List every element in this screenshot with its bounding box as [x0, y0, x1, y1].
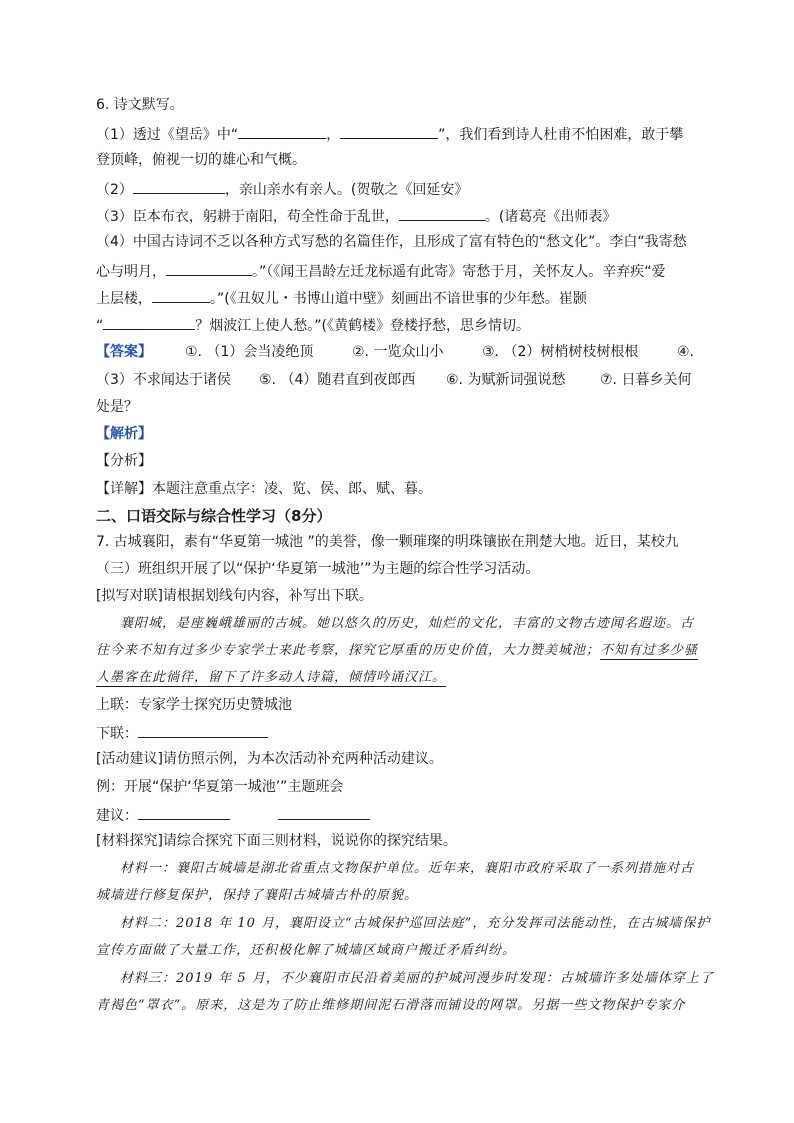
passage-line-1: 襄阳城，是座巍峨雄丽的古城。她以悠久的历史，灿烂的文化，丰富的文物古迹闻名遐迩。古 — [120, 616, 695, 631]
q6-text: ，亲山亲水有亲人。(贺敬之《回延安》 — [224, 182, 469, 198]
answer-item: ④. — [677, 344, 695, 360]
q7-instruction: [拟写对联]请根据划线句内容，补写出下联。 — [96, 588, 373, 604]
xiangjie-text: 【详解】本题注意重点字：凌、览、侯、郎、赋、暮。 — [96, 481, 432, 497]
q6-line-3 — [96, 179, 700, 199]
q6-line-7 — [96, 288, 700, 308]
q6-text: 。”（《闻王昌龄左迁龙标遥有此寄》寄愁于月，关怀友人。辛弃疾“爱 — [252, 264, 666, 280]
answer-blank[interactable] — [166, 261, 252, 276]
q6-text: ”，我们看到诗人杜甫不怕困难，敢于攀 — [438, 127, 684, 143]
answer-item: ⑦. 日暮乡关何 — [600, 372, 692, 388]
q6-line-4 — [96, 206, 700, 226]
q6-line-1 — [96, 124, 700, 144]
answer-item: ②. 一览众山小 — [352, 344, 444, 360]
xialian-line — [96, 723, 700, 743]
answer-blank[interactable] — [238, 124, 326, 139]
material-3-line-1: 材料三：2019 年 5 月，不少襄阳市民沿着美丽的护城河漫步时发现：古城墙许多处墙体穿上了 — [120, 971, 714, 986]
answer-item: ③. （2）树梢树枝树根根 — [482, 344, 639, 360]
answer-blank[interactable] — [103, 315, 195, 330]
suggestion-line — [96, 805, 700, 825]
material-1-line-2: 城墙进行修复保护，保持了襄阳古城墙古朴的原貌。 — [96, 888, 419, 903]
fenxi-label: 【分析】 — [96, 453, 152, 469]
q6-text: （3）臣本布衣，躬耕于南阳，苟全性命于乱世， — [96, 209, 399, 225]
suggestion-blank-1[interactable] — [138, 805, 230, 820]
q6-text: 心与明月， — [96, 264, 166, 280]
analysis-label: 【解析】 — [96, 426, 152, 442]
answer-item: ⑥. 为赋新词强说愁 — [446, 372, 566, 388]
material-2-line-1: 材料二：2018 年 10 月，襄阳设立“古城保护巡回法庭”，充分发挥司法能动性，在古城墙保护 — [120, 916, 711, 931]
q6-line-2: 登顶峰，俯视一切的雄心和气概。 — [96, 152, 306, 168]
passage-line-2 — [96, 642, 700, 660]
underlined-sentence: 不知有过多少骚 — [600, 643, 699, 658]
q7-line-1: 7. 古城襄阳，素有“华夏第一城池 ”的美誉，像一颗璀璨的明珠镶嵌在荆楚大地。近日，某校九 — [96, 534, 679, 550]
passage-line-3 — [96, 669, 700, 687]
q6-line-5: （4）中国古诗词不乏以各种方式写愁的名篇佳作，且形成了富有特色的“愁文化”。李白“我寄愁 — [96, 234, 687, 250]
answer-line-3: 处是？ — [96, 399, 138, 415]
underlined-sentence: 人墨客在此徜徉，留下了许多动人诗篇，倾情吟诵汉江。 — [96, 670, 447, 685]
section-heading: 二、口语交际与综合性学习（8分） — [96, 507, 332, 525]
q6-text: 。”(《丑奴儿・书博山道中壁》刻画出不谙世事的少年愁。崔颢 — [210, 291, 587, 307]
material-3-line-2: 青褐色“罩衣”。原来，这是为了防止维修期间泥石滑落而铺设的网罩。另据一些文物保护专家介 — [96, 998, 686, 1013]
answer-item: （3）不求闻达于诸侯 — [96, 372, 231, 388]
q6-line-8 — [96, 315, 700, 335]
answer-blank[interactable] — [340, 124, 438, 139]
q6-text: （2） — [96, 182, 133, 198]
q6-line-6 — [96, 261, 700, 281]
answer-item: ①. （1）会当凌绝顶 — [185, 344, 314, 360]
xialian-label: 下联： — [96, 726, 138, 742]
material-2-line-2: 宣传方面做了大量工作，还积极化解了城墙区域商户搬迁矛盾纠纷。 — [96, 943, 517, 958]
q6-text: 。(诸葛亮《出师表》 — [484, 209, 617, 225]
activity-instruction: [活动建议]请仿照示例，为本次活动补充两种活动建议。 — [96, 751, 443, 767]
suggestion-label: 建议： — [96, 808, 138, 824]
answer-label: 【答案】 — [96, 344, 152, 360]
answer-blank[interactable] — [152, 288, 210, 303]
activity-example: 例：开展“保护‘华夏第一城池’”主题班会 — [96, 779, 344, 795]
q7-line-2: （三）班组织开展了以“保护‘华夏第一城池’”为主题的综合性学习活动。 — [96, 561, 540, 577]
q6-text: （1）透过《望岳》中“ — [96, 127, 239, 143]
q6-text: 上层楼， — [96, 291, 152, 307]
shanglian: 上联：专家学士探究历史赞城池 — [96, 697, 292, 713]
q6-text: “ — [96, 318, 104, 334]
q6-text: ？烟波江上使人愁。”(《黄鹤楼》登楼抒愁，思乡情切。 — [195, 318, 530, 334]
answer-blank[interactable] — [399, 206, 485, 221]
material-1-line-1: 材料一：襄阳古城墙是湖北省重点文物保护单位。近年来，襄阳市政府采取了一系列措施对古 — [120, 861, 695, 876]
q6-title: 6. 诗文默写。 — [96, 97, 184, 113]
suggestion-blank-2[interactable] — [278, 805, 370, 820]
answer-item: ⑤. （4）随君直到夜郎西 — [259, 372, 416, 388]
q6-text: ， — [326, 127, 341, 143]
passage-text: 往今来不知有过多少专家学士来此考察，探究它厚重的历史价值，大力赞美城池； — [96, 643, 601, 658]
xialian-blank[interactable] — [138, 723, 268, 738]
material-instruction: [材料探究]请综合探究下面三则材料，说说你的探究结果。 — [96, 833, 457, 849]
answer-blank[interactable] — [133, 179, 225, 194]
